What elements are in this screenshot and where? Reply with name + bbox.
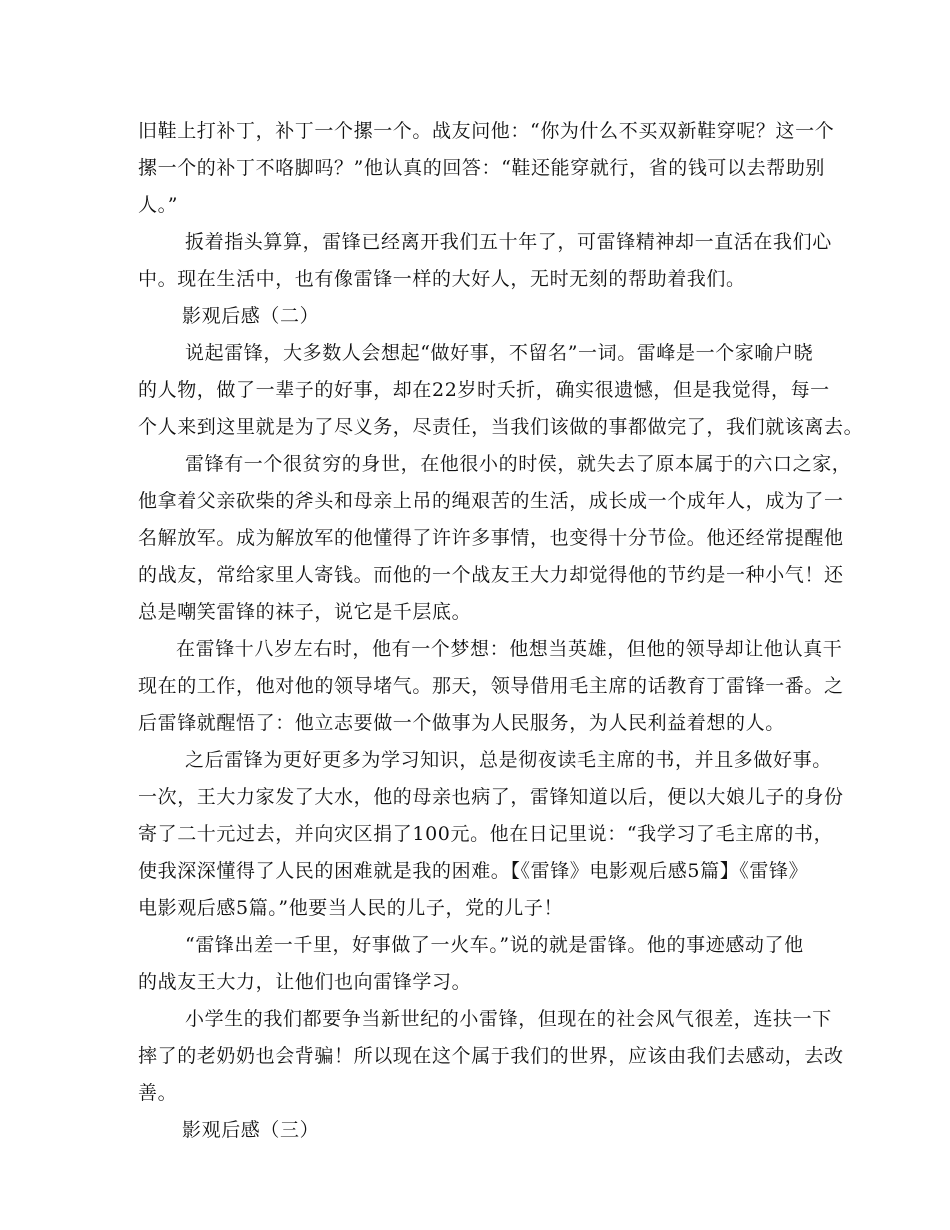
text-line: 摔了的老奶奶也会背骗！所以现在这个属于我们的世界，应该由我们去感动，去改 bbox=[138, 1045, 844, 1067]
text-line: 在雷锋十八岁左右时，他有一个梦想：他想当英雄，但他的领导却让他认真干 bbox=[176, 638, 843, 660]
text-line: 的战友，常给家里人寄钱。而他的一个战友王大力却觉得他的节约是一种小气！还 bbox=[138, 564, 844, 586]
text-line: 说起雷锋，大多数人会想起“做好事，不留名”一词。雷峰是一个家喻户晓 bbox=[185, 342, 814, 364]
section-heading: 影观后感（三） bbox=[182, 1119, 320, 1141]
text-line: 摞一个的补丁不咯脚吗？”他认真的回答：“鞋还能穿就行，省的钱可以去帮助别 bbox=[138, 157, 826, 179]
text-line: 扳着指头算算，雷锋已经离开我们五十年了，可雷锋精神却一直活在我们心 bbox=[185, 231, 832, 253]
text-line: 个人来到这里就是为了尽义务，尽责任，当我们该做的事都做完了，我们就该离去。 bbox=[138, 416, 864, 438]
section-heading: 影观后感（二） bbox=[182, 305, 320, 327]
text-line: 一次，王大力家发了大水，他的母亲也病了，雷锋知道以后，便以大娘儿子的身份 bbox=[138, 786, 844, 808]
text-line: 后雷锋就醒悟了：他立志要做一个做事为人民服务，为人民利益着想的人。 bbox=[138, 712, 785, 734]
text-line: 的战友王大力，让他们也向雷锋学习。 bbox=[138, 971, 472, 993]
text-line: 中。现在生活中，也有像雷锋一样的大好人，无时无刻的帮助着我们。 bbox=[138, 268, 746, 290]
text-line: 雷锋有一个很贫穷的身世，在他很小的时侯，就失去了原本属于的六口之家， bbox=[185, 453, 852, 475]
text-line: “雷锋出差一千里，好事做了一火车。”说的就是雷锋。他的事迹感动了他 bbox=[185, 934, 804, 956]
text-line: 寄了二十元过去，并向灾区捐了100元。他在日记里说：“我学习了毛主席的书， bbox=[138, 823, 834, 845]
text-line: 善。 bbox=[138, 1082, 178, 1104]
text-line: 名解放军。成为解放军的他懂得了许许多事情，也变得十分节俭。他还经常提醒他 bbox=[138, 527, 844, 549]
text-line: 电影观后感5篇。”他要当人民的儿子，党的儿子！ bbox=[138, 897, 564, 919]
text-line: 现在的工作，他对他的领导堵气。那天，领导借用毛主席的话教育丁雷锋一番。之 bbox=[138, 675, 844, 697]
text-line: 使我深深懂得了人民的困难就是我的困难。【《雷锋》电影观后感5篇】《雷锋》 bbox=[138, 860, 809, 882]
text-line: 他拿着父亲砍柴的斧头和母亲上吊的绳艰苦的生活，成长成一个成年人，成为了一 bbox=[138, 490, 844, 512]
text-line: 的人物，做了一辈子的好事，却在22岁时夭折，确实很遗憾，但是我觉得，每一 bbox=[138, 379, 830, 401]
text-line: 总是嘲笑雷锋的袜子，说它是千层底。 bbox=[138, 601, 472, 623]
text-line: 人。” bbox=[138, 194, 179, 216]
text-line: 旧鞋上打补丁，补丁一个摞一个。战友问他：“你为什么不买双新鞋穿呢？这一个 bbox=[138, 120, 835, 142]
text-line: 之后雷锋为更好更多为学习知识，总是彻夜读毛主席的书，并且多做好事。 bbox=[185, 749, 832, 771]
text-line: 小学生的我们都要争当新世纪的小雷锋，但现在的社会风气很差，连扶一下 bbox=[185, 1008, 832, 1030]
